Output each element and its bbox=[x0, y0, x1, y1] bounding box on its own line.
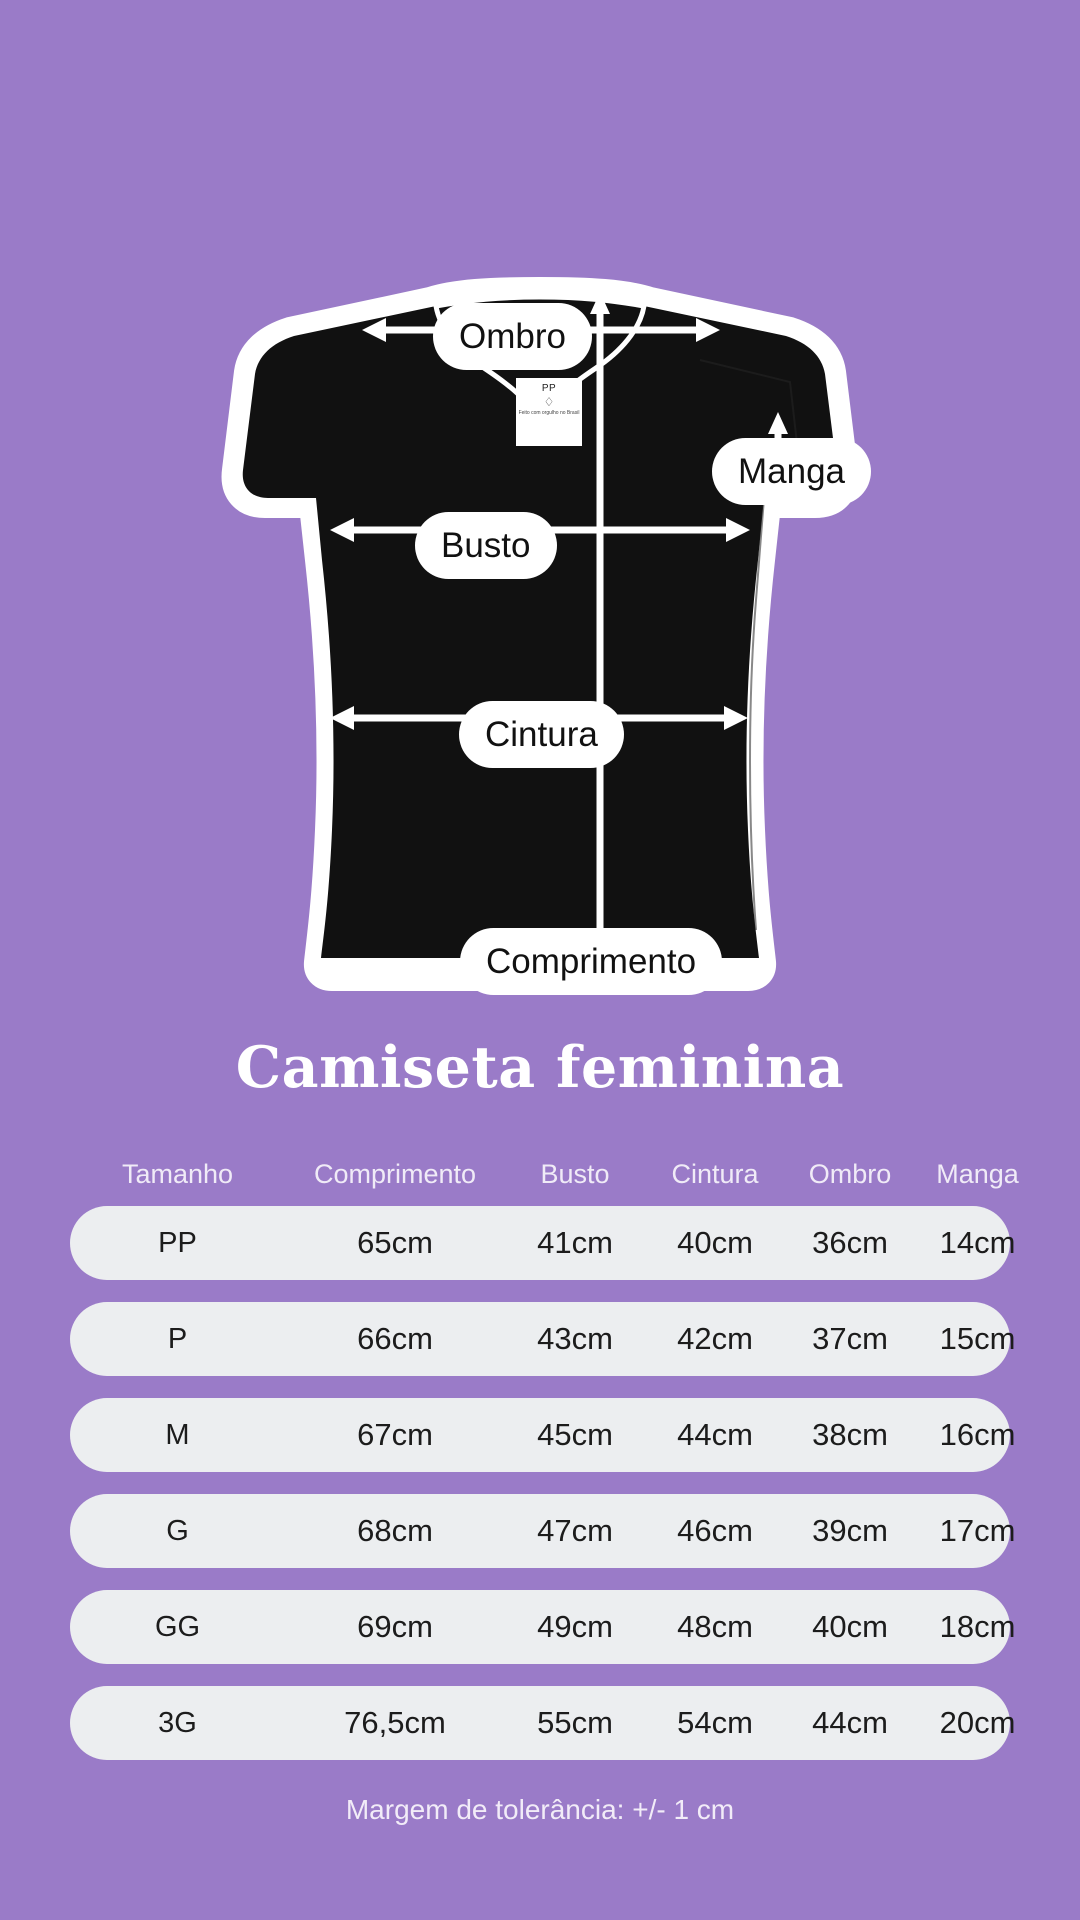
header-cintura: Cintura bbox=[671, 1159, 759, 1189]
cell-comprimento: 66cm bbox=[357, 1321, 433, 1356]
label-comprimento: Comprimento bbox=[460, 928, 722, 995]
cell-ombro: 44cm bbox=[812, 1705, 888, 1740]
table-row bbox=[70, 1590, 1016, 1664]
table-row bbox=[70, 1686, 1016, 1760]
neck-tag bbox=[516, 378, 582, 446]
cell-busto: 55cm bbox=[537, 1705, 613, 1740]
cell-comprimento: 76,5cm bbox=[344, 1705, 446, 1740]
cell-comprimento: 69cm bbox=[357, 1609, 433, 1644]
cell-tamanho: 3G bbox=[158, 1706, 197, 1739]
neck-tag-text: Feito com orgulho no Brasil bbox=[518, 410, 580, 416]
tolerance-note: Margem de tolerância: +/- 1 cm bbox=[345, 1794, 735, 1825]
cell-busto: 43cm bbox=[537, 1321, 613, 1356]
cell-manga: 16cm bbox=[939, 1417, 1016, 1452]
cell-cintura: 54cm bbox=[677, 1705, 753, 1740]
header-tamanho: Tamanho bbox=[121, 1159, 234, 1189]
table-row bbox=[70, 1494, 1016, 1568]
cell-tamanho: GG bbox=[154, 1610, 201, 1643]
cell-busto: 47cm bbox=[537, 1513, 613, 1548]
page-title: Camiseta feminina bbox=[235, 1034, 845, 1101]
cell-cintura: 48cm bbox=[677, 1609, 753, 1644]
cell-manga: 20cm bbox=[939, 1705, 1016, 1740]
cell-manga: 14cm bbox=[939, 1225, 1016, 1260]
cell-busto: 49cm bbox=[537, 1609, 613, 1644]
table-row bbox=[70, 1206, 1016, 1280]
cell-comprimento: 67cm bbox=[357, 1417, 433, 1452]
cell-manga: 15cm bbox=[939, 1321, 1016, 1356]
brand-icon: ♢ bbox=[543, 395, 555, 409]
cell-tamanho: G bbox=[166, 1514, 189, 1547]
cell-ombro: 40cm bbox=[812, 1609, 888, 1644]
table-row bbox=[70, 1398, 1016, 1472]
header-busto: Busto bbox=[540, 1159, 610, 1189]
cell-cintura: 42cm bbox=[677, 1321, 753, 1356]
cell-tamanho: P bbox=[167, 1322, 188, 1355]
cell-cintura: 40cm bbox=[677, 1225, 753, 1260]
cell-busto: 45cm bbox=[537, 1417, 613, 1452]
cell-ombro: 39cm bbox=[812, 1513, 888, 1548]
cell-manga: 18cm bbox=[939, 1609, 1016, 1644]
header-ombro: Ombro bbox=[808, 1159, 892, 1189]
table-header-row bbox=[70, 1159, 1019, 1190]
cell-busto: 41cm bbox=[537, 1225, 613, 1260]
cell-ombro: 38cm bbox=[812, 1417, 888, 1452]
table-row bbox=[70, 1302, 1016, 1376]
label-ombro: Ombro bbox=[433, 303, 592, 370]
cell-tamanho: M bbox=[165, 1418, 190, 1451]
neck-tag-size: PP bbox=[541, 383, 557, 394]
header-comprimento: Comprimento bbox=[313, 1159, 477, 1189]
label-cintura: Cintura bbox=[459, 701, 624, 768]
cell-cintura: 44cm bbox=[677, 1417, 753, 1452]
label-manga: Manga bbox=[712, 438, 871, 505]
cell-tamanho: PP bbox=[158, 1226, 197, 1259]
cell-ombro: 37cm bbox=[812, 1321, 888, 1356]
size-table bbox=[70, 1159, 1019, 1760]
label-busto: Busto bbox=[415, 512, 557, 579]
cell-comprimento: 68cm bbox=[357, 1513, 433, 1548]
cell-comprimento: 65cm bbox=[357, 1225, 433, 1260]
header-manga: Manga bbox=[936, 1159, 1019, 1189]
cell-ombro: 36cm bbox=[812, 1225, 888, 1260]
cell-cintura: 46cm bbox=[677, 1513, 753, 1548]
cell-manga: 17cm bbox=[939, 1513, 1016, 1548]
